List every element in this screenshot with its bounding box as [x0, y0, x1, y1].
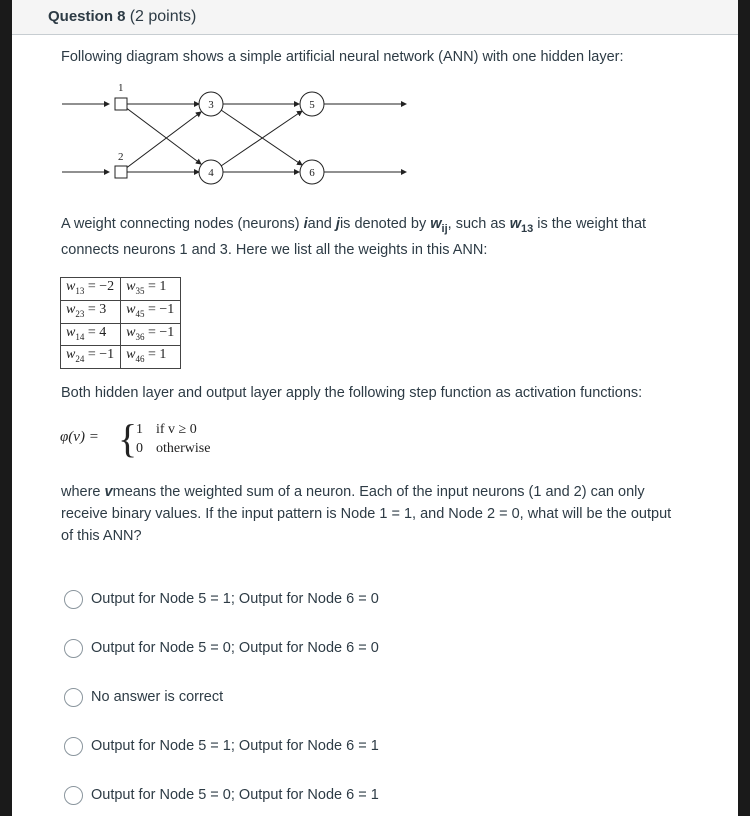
- radio-button[interactable]: [64, 639, 83, 658]
- weights-text-part4: is the weight that: [533, 216, 647, 232]
- input-node-2: [115, 166, 127, 178]
- question-points: (2 points): [129, 8, 197, 25]
- var-j: j: [335, 216, 340, 232]
- radio-button[interactable]: [64, 737, 83, 756]
- intro-text: Following diagram shows a simple artificial neural network (ANN) with one hidden layer:: [61, 49, 624, 65]
- weights-text-part1: A weight connecting nodes (neurons): [61, 216, 304, 232]
- weight-cell: $w_{13} = -2$: [61, 278, 121, 301]
- question-card: [12, 0, 738, 816]
- weights-text-part2: is denoted by: [339, 216, 431, 232]
- activation-text: Both hidden layer and output layer apply the following step function as activation functions:: [61, 385, 643, 401]
- input-label-1: 1: [118, 82, 124, 94]
- answer-option-label[interactable]: Output for Node 5 = 1; Output for Node 6 = 0: [91, 591, 379, 607]
- weights-description-line2: connects neurons 1 and 3. Here we list all the weights in this ANN:: [61, 242, 488, 258]
- question-text-line1: [61, 481, 645, 503]
- weights-text-part3: , such as: [447, 216, 510, 232]
- weight-cell: $w_{24} = -1$: [61, 346, 121, 369]
- question-text-line3: of this ANN?: [61, 528, 142, 544]
- answer-option-label[interactable]: Output for Node 5 = 1; Output for Node 6 = 1: [91, 738, 379, 754]
- question-title: [48, 8, 196, 26]
- question-header: [12, 0, 738, 35]
- brace-icon: {: [118, 416, 138, 461]
- question-text-line2: receive binary values. If the input pattern is Node 1 = 1, and Node 2 = 0, what will be the output: [61, 506, 672, 522]
- weights-description-line1: [61, 213, 646, 240]
- question-text-line1-rest: means the weighted sum of a neuron. Each of the input neurons (1 and 2) can only: [112, 484, 645, 500]
- edge-3-6: [221, 110, 302, 165]
- edge-4-5: [221, 111, 302, 166]
- step-function-lhs: φ(v) =: [60, 429, 99, 445]
- weights-row: [61, 300, 181, 323]
- weight-cell: $w_{14} = 4$: [61, 323, 121, 346]
- case1-value: 1: [136, 422, 143, 437]
- hidden-label-3: 3: [208, 99, 214, 111]
- var-w13-sub: 13: [520, 222, 534, 235]
- answer-option-label[interactable]: No answer is correct: [91, 689, 224, 705]
- question-text-where: where: [61, 484, 105, 500]
- var-w: w: [430, 216, 442, 232]
- var-v: v: [104, 484, 113, 500]
- var-ij: ij: [441, 222, 448, 235]
- radio-button[interactable]: [64, 786, 83, 805]
- weights-text-and: and: [307, 216, 336, 232]
- answer-option-label[interactable]: Output for Node 5 = 0; Output for Node 6 = 1: [91, 787, 379, 803]
- weight-cell: $w_{36} = -1$: [121, 323, 181, 346]
- radio-button[interactable]: [64, 688, 83, 707]
- edge-2-3: [121, 112, 201, 172]
- weights-table: [60, 277, 181, 369]
- input-label-2: 2: [118, 151, 124, 163]
- weight-cell: $w_{35} = 1$: [121, 278, 181, 301]
- weights-row: [61, 323, 181, 346]
- hidden-label-4: 4: [208, 167, 214, 179]
- answer-option-label[interactable]: Output for Node 5 = 0; Output for Node 6 = 0: [91, 640, 379, 656]
- var-w13-base: w: [509, 216, 521, 232]
- case2-value: 0: [136, 441, 143, 456]
- var-i: i: [303, 216, 308, 232]
- input-node-1: [115, 98, 127, 110]
- weight-cell: $w_{45} = -1$: [121, 300, 181, 323]
- output-label-6: 6: [309, 167, 315, 179]
- weight-cell: $w_{23} = 3$: [61, 300, 121, 323]
- question-number: Question 8: [48, 8, 126, 25]
- edge-1-4: [121, 104, 201, 164]
- weights-row: [61, 278, 181, 301]
- output-label-5: 5: [309, 99, 315, 111]
- weight-cell: $w_{46} = 1$: [121, 346, 181, 369]
- case2-condition: otherwise: [156, 441, 211, 456]
- ann-diagram: [60, 78, 410, 188]
- radio-button[interactable]: [64, 590, 83, 609]
- case1-condition: if v ≥ 0: [156, 422, 197, 437]
- step-function: [60, 418, 280, 468]
- weights-row: [61, 346, 181, 369]
